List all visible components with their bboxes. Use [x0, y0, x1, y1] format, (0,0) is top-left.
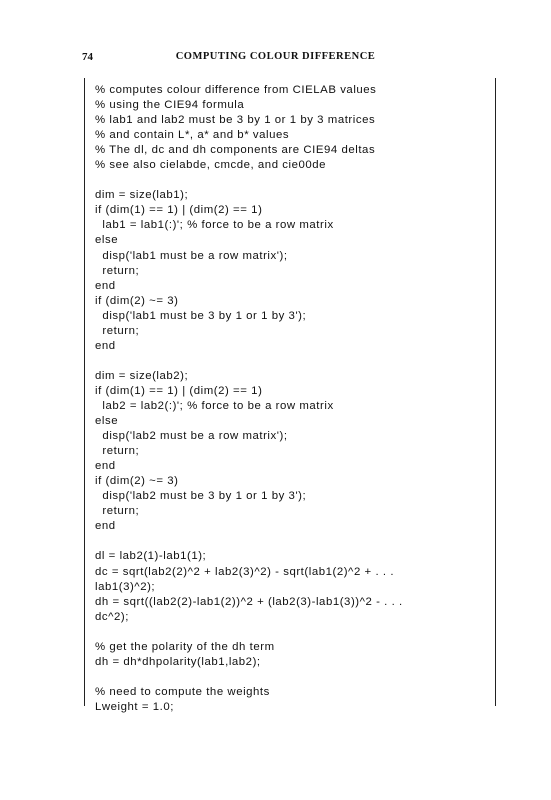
code-line: % see also cielabde, cmcde, and cie00de — [95, 159, 327, 172]
code-line: if (dim(2) ~= 3) — [95, 294, 179, 307]
page-number: 74 — [82, 51, 93, 63]
code-line: Lweight = 1.0; — [95, 700, 174, 713]
code-line: dim = size(lab2); — [95, 369, 189, 382]
page-header — [0, 51, 551, 67]
code-line — [95, 354, 403, 369]
code-line: if (dim(2) ~= 3) — [95, 475, 179, 488]
code-line: dl = lab2(1)-lab1(1); — [95, 550, 207, 563]
code-line: % The dl, dc and dh components are CIE94 deltas — [95, 144, 376, 157]
code-line: end — [95, 520, 116, 533]
code-line: return; — [95, 324, 140, 337]
code-line: % need to compute the weights — [95, 685, 270, 698]
code-line — [95, 173, 403, 188]
code-line: if (dim(1) == 1) | (dim(2) == 1) — [95, 204, 263, 217]
code-line: return; — [95, 264, 140, 277]
code-line: else — [95, 234, 119, 247]
code-listing-box — [84, 78, 496, 713]
code-line: % computes colour difference from CIELAB values — [95, 84, 377, 96]
code-line: disp('lab2 must be 3 by 1 or 1 by 3'); — [95, 490, 307, 503]
code-line: dh = sqrt((lab2(2)-lab1(2))^2 + (lab2(3)-lab1(3))^2 - . . . — [95, 595, 403, 608]
code-line: else — [95, 415, 119, 428]
code-line: return; — [95, 505, 140, 518]
code-line: end — [95, 339, 116, 352]
code-line — [95, 625, 403, 640]
code-line: % get the polarity of the dh term — [95, 640, 275, 653]
code-line: lab2 = lab2(:)'; % force to be a row matrix — [95, 399, 334, 412]
code-line: % lab1 and lab2 must be 3 by 1 or 1 by 3 matrices — [95, 114, 376, 127]
code-line: dc^2); — [95, 610, 129, 623]
code-listing — [95, 83, 403, 715]
code-line: dh = dh*dhpolarity(lab1,lab2); — [95, 655, 261, 668]
code-line: end — [95, 460, 116, 473]
running-head: COMPUTING COLOUR DIFFERENCE — [175, 51, 376, 62]
code-line: end — [95, 279, 116, 292]
code-line — [95, 670, 403, 685]
code-line: dc = sqrt(lab2(2)^2 + lab2(3)^2) - sqrt(lab1(2)^2 + . . . — [95, 565, 395, 578]
code-line: lab1 = lab1(:)'; % force to be a row matrix — [95, 219, 334, 232]
code-line: lab1(3)^2); — [95, 580, 156, 593]
code-line — [95, 534, 403, 549]
code-line: disp('lab2 must be a row matrix'); — [95, 430, 288, 443]
code-line: % and contain L*, a* and b* values — [95, 129, 290, 142]
code-line: dim = size(lab1); — [95, 189, 189, 202]
code-line: % using the CIE94 formula — [95, 99, 245, 112]
code-line: disp('lab1 must be 3 by 1 or 1 by 3'); — [95, 309, 307, 322]
code-line: disp('lab1 must be a row matrix'); — [95, 249, 288, 262]
code-line: return; — [95, 445, 140, 458]
code-line: if (dim(1) == 1) | (dim(2) == 1) — [95, 384, 263, 397]
